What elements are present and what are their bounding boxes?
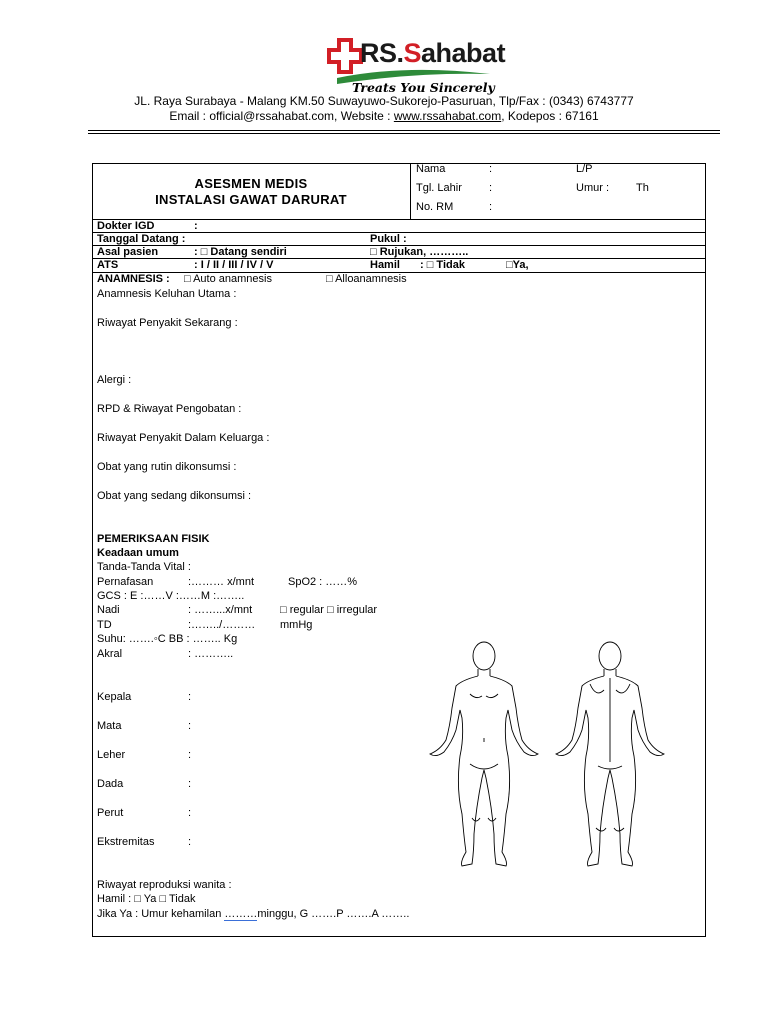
td-field[interactable]: :……../……… xyxy=(188,619,256,631)
kepala-colon: : xyxy=(188,691,192,703)
dada-label: Dada xyxy=(97,778,124,790)
dokter-igd-colon: : xyxy=(194,220,198,232)
riwayat-sekarang-label: Riwayat Penyakit Sekarang : xyxy=(97,317,238,329)
td-unit: mmHg xyxy=(280,619,313,631)
form-subtitle: INSTALASI GAWAT DARURAT xyxy=(155,192,347,207)
body-front-back-icon xyxy=(426,638,670,870)
nadi-field[interactable]: : ……...x/mnt xyxy=(188,604,253,616)
anamnesis-label: ANAMNESIS : xyxy=(97,273,170,285)
hospital-address: JL. Raya Surabaya - Malang KM.50 Suwayuwo-Sukorejo-Pasuruan, Tlp/Fax : (0343) 6743777 xyxy=(134,94,634,108)
header-divider-thin xyxy=(88,133,720,134)
mata-label: Mata xyxy=(97,720,122,732)
auto-anamnesis-checkbox[interactable]: □ Auto anamnesis xyxy=(184,273,272,285)
tanda-vital-label: Tanda-Tanda Vital : xyxy=(97,561,191,573)
perut-colon: : xyxy=(188,807,192,819)
umur-label: Umur : xyxy=(576,182,609,194)
nadi-regularity-checkbox[interactable]: □ regular □ irregular xyxy=(280,604,378,616)
alergi-label: Alergi : xyxy=(97,374,132,386)
tgl-lahir-label: Tgl. Lahir xyxy=(416,182,462,194)
website-link[interactable]: www.rssahabat.com xyxy=(393,109,502,123)
hospital-contact: Email : official@rssahabat.com, Website : www.rssahabat.com, Kodepos : 67161 xyxy=(169,109,599,123)
th-label: Th xyxy=(636,182,649,194)
pernafasan-field[interactable]: :……… x/mnt xyxy=(188,576,255,588)
ats-label: ATS xyxy=(97,259,119,271)
front-body-figure xyxy=(430,642,538,866)
obat-rutin-label: Obat yang rutin dikonsumsi : xyxy=(97,461,237,473)
riwayat-keluarga-label: Riwayat Penyakit Dalam Keluarga : xyxy=(97,432,270,444)
keluhan-utama-label: Anamnesis Keluhan Utama : xyxy=(97,288,237,300)
leher-label: Leher xyxy=(97,749,126,761)
lp-label: L/P xyxy=(576,163,593,175)
rpd-label: RPD & Riwayat Pengobatan : xyxy=(97,403,242,415)
alloanamnesis-checkbox[interactable]: □ Alloanamnesis xyxy=(326,273,407,285)
nama-colon: : xyxy=(489,163,493,175)
header-divider xyxy=(88,130,720,131)
pemeriksaan-fisik-heading: PEMERIKSAAN FISIK xyxy=(97,533,210,545)
riwayat-reproduksi-label: Riwayat reproduksi wanita : xyxy=(97,879,232,891)
body-diagram[interactable] xyxy=(426,638,670,870)
hamil-label: Hamil xyxy=(370,259,400,271)
reproduksi-hamil-checkbox[interactable]: Hamil : □ Ya □ Tidak xyxy=(97,893,196,905)
td-label: TD xyxy=(97,619,112,631)
akral-field[interactable]: : ……….. xyxy=(188,648,234,660)
kehamilan-minggu-field[interactable]: ……… xyxy=(224,908,258,920)
akral-label: Akral xyxy=(97,648,123,660)
tgl-lahir-colon: : xyxy=(489,182,493,194)
kepala-label: Kepala xyxy=(97,691,132,703)
pukul-label: Pukul : xyxy=(370,233,407,245)
nadi-label: Nadi xyxy=(97,604,120,616)
umur-kehamilan-field[interactable]: Jika Ya : Umur kehamilan ………minggu, G …….P …….A …….. xyxy=(97,908,410,920)
row-line xyxy=(92,219,706,220)
keadaan-umum-label: Keadaan umum xyxy=(97,547,179,559)
logo-wordmark: RS.Sahabat xyxy=(360,38,506,68)
hamil-tidak-checkbox[interactable]: : □ Tidak xyxy=(420,259,465,271)
dokter-igd-label: Dokter IGD xyxy=(97,220,155,232)
no-rm-colon: : xyxy=(489,201,493,213)
suhu-bb-field[interactable]: Suhu: …….◦C BB : …….. Kg xyxy=(97,633,238,645)
title-divider xyxy=(410,163,411,219)
ekstremitas-colon: : xyxy=(188,836,192,848)
ats-options[interactable]: : I / II / III / IV / V xyxy=(194,259,274,271)
form-title: ASESMEN MEDIS xyxy=(194,176,308,191)
spo2-field[interactable]: SpO2 : ……% xyxy=(288,576,358,588)
datang-sendiri-checkbox[interactable]: : □ Datang sendiri xyxy=(194,246,287,258)
tanggal-datang-label: Tanggal Datang : xyxy=(97,233,186,245)
hamil-ya-checkbox[interactable]: □Ya, xyxy=(506,259,529,271)
back-body-figure xyxy=(556,642,664,866)
leher-colon: : xyxy=(188,749,192,761)
asal-pasien-label: Asal pasien xyxy=(97,246,159,258)
mata-colon: : xyxy=(188,720,192,732)
pernafasan-label: Pernafasan xyxy=(97,576,154,588)
logo-tagline: Treats You Sincerely xyxy=(352,80,495,95)
gcs-field[interactable]: GCS : E :……V :……M :…….. xyxy=(97,590,245,602)
perut-label: Perut xyxy=(97,807,124,819)
ekstremitas-label: Ekstremitas xyxy=(97,836,155,848)
obat-sedang-label: Obat yang sedang dikonsumsi : xyxy=(97,490,252,502)
no-rm-label: No. RM xyxy=(416,201,454,213)
dada-colon: : xyxy=(188,778,192,790)
rujukan-checkbox[interactable]: □ Rujukan, ……….. xyxy=(370,246,469,258)
nama-label: Nama xyxy=(416,163,446,175)
